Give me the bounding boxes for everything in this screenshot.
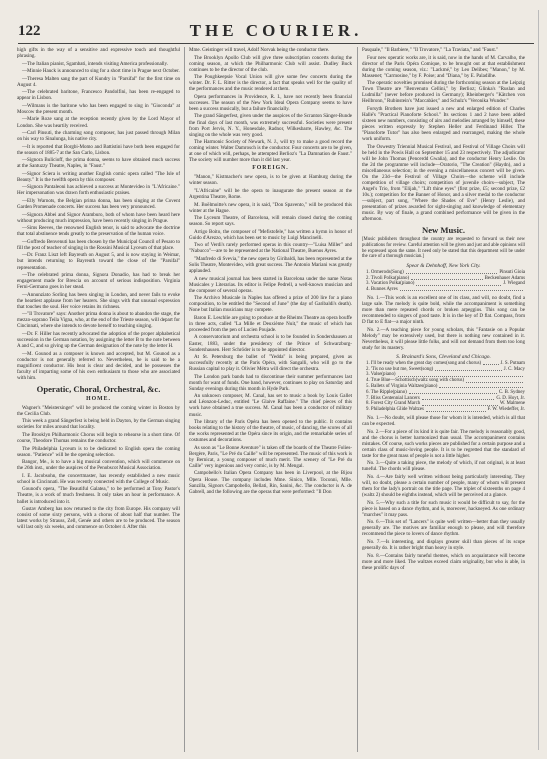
list-item: 9. Philadelphia Glide Waltzes F. W. Wiedeffer, Jr. (366, 407, 525, 413)
publisher-heading: S. Brainard's Sons, Cleveland and Chicago. (396, 353, 491, 360)
paragraph: Pasquale," "Il Barbiere," "Il Trovatore," "La Traviata," and "Faust." (362, 47, 499, 53)
music-list-2 (366, 361, 525, 413)
list-item: 4. True Blue—Schottisch (waltz song with chorus) (366, 378, 525, 384)
paragraph: No. 5.—Why such a title for such music it would be difficult to say, for the piece is based on a dance rhythm, and is, moreover, hackneyed. As one ordinary "marches" it may pass. (362, 499, 525, 518)
list-item: 7. Bliss Centennial Lancers G. D. Hoyt, Jr. (366, 395, 525, 401)
paragraph: The operatic novelties promised during the forthcoming season at the Leipzig Town Theatre are "Benvenuto Cellini," by Berlioz; Glinka's "Ruslan and Ludmilla" (never before produced in Germany); Rheinberger's "Kätchen von Heilbronn," Rubinstein's "Maccabäer," and Schulz's "Veronika Wunder." (362, 80, 525, 105)
page-number: 122 (18, 23, 41, 39)
section-heading-opera: Operatic, Choral, Orchestral, &c. (36, 383, 161, 394)
paragraph: No. 2.—A teaching piece for young scholars, this "Fantasie on a Popular Melody" may be extensively used, but there is nothing new contained in it. Nevertheless, it will please little folks, and will not demand from them too long study for its mastery. (362, 326, 525, 351)
list-item: 1. I'll be ready when the great day comes (song and chorus) J. S. Putnam (366, 360, 525, 366)
paragraph: Arrigo Boito, the composer of "Mefistofele," has written a hymn in honor of Guido d'Arezzo, which has been set to music by Luigi Mancinelli. (189, 228, 352, 241)
paragraph: The Harmonic Society of Newark, N. J., will try to make a good record the coming winter. Walter Damrosch is the conductor. Four concerts are to be given, at one of which will, perhaps, be attempted Berlioz's "La Damnation de Faust." The society will number more than it did last year. (189, 139, 352, 164)
paragraph: The Oswestry Triennial Musical Festival, and Festival of Village Choirs will be held in the Powis Hall on September 15 and 23 respectively. The adjudicator will be John Thomas (Pencerdd Gwalia), and the conductor Henry Leslie. On the 2d the programme will include—Oratorio, "The Creation" (Haydn), and a miscellaneous selection; in the evening a miscellaneous concert will be given. On the 23d—the Festival of Village Choirs—the scheme will include competition of village choirs; competition of juvenile choirs—subject, The Angel's Trio, from "Elijah," "Lift thine eyes" (first prize, £5; second prize, £2 10s.); competition for the Banner of Honor, and a silver medal to the conductor—subject, part song, "Where the Shades of Eve" (Henry Leslie), and presentation of prizes awarded for sight-singing and knowledge of elementary music. By way of finale, a grand combined performance will be given in the afternoon. (362, 143, 525, 223)
paragraph: No. 8.—Contains fairly tuneful themes, which on acquaintance will become more and more liked. The waltzes exceed claim originality, but who is able, in these prolific days of (362, 552, 525, 571)
paragraph: —Carl Pinsuti, the charming song composer, has just passed through Milan on his way to Sinalunga, his native city. (17, 130, 180, 143)
paragraph: —Minnie Hauck is announced to sing for a short time in Prague next October. (22, 68, 180, 75)
column-3 (362, 47, 525, 752)
list-item: 5. Ballets of Virginia Waltzes (piano) (366, 384, 525, 390)
paragraph: A conservatorium and orchestra school is to be founded in Sondershausen at Easter, 1883, under the presidency of the Prince of Schwarzburg-Sondershausen. Herr Schröder is to be appointed director. (189, 334, 352, 353)
paragraph: —M. Gounod as a composer is known and accepted, but M. Gounod as a conductor is not generally referred to. Nevertheless, he is said to be a magnificent conductor. His beat is clear and decided, and he possesses the faculty of imparting some of his own enthusiasm to those who are associated with him. (17, 350, 180, 381)
subheading-home: HOME. (86, 395, 111, 402)
paragraph: M. Boëlmoitte's new opera, it is said, "Don Spavento," will be produced this winter at the Hague. (189, 201, 352, 214)
paragraph: Gounod's opera, "The Beautiful Galatea," to be performed at Tony Pastor's Theatre, is a work of much freshness. It only takes an hour in performance. A ballet is introduced into it. (17, 486, 180, 505)
paragraph: —Dr. Franz Liszt left Bayreuth on August 5, and is now staying in Weimar, but intends returning to Bayreuth toward the close of the "Parsifal" representation. (17, 252, 180, 271)
list-item: 3. Valse (piano) (366, 372, 525, 378)
list-item: 4. Bunnes Ayres (366, 287, 525, 293)
paragraph: —Elly Warnots, the Belgian prima donna, has been singing at the Covent Garden Promenade concerts. Her success has been very pronounced. (17, 198, 180, 211)
paragraph: Forsyth Brothers have just issued a new and enlarged edition of Charles Hallé's "Practical Pianoforte School." Its sections 1 and 2 have been added sixteen new numbers, consisting of airs and melodies arranged by himself, these pieces written expressly by Stephen Heller and Ferdinand Hiller. The "Pianoforte Tutor" has also been enlarged and rearranged, making the whole work uniform. (362, 105, 525, 143)
paragraph: Baron E. Leschlie are going to produce at the Rheims Theatre an opera bouffe in three acts, called "La Mille et Deuxième Nuit," the music of which has proceeded from the pen of Lucien Poujade. (189, 314, 352, 333)
col1-paragraphs (17, 47, 180, 381)
subheading-foreign: FOREIGN. (252, 165, 289, 172)
paragraph: The Brooklyn Philharmonic Chorus will begin to rehearse in a short time. Of course, Theodore Thomas remains the conductor. (17, 432, 180, 445)
list-item: 2. 'Tis no use but me, Sweet (song) J. C. Macy (366, 366, 525, 372)
paragraph: —"Il Trovatore" says: Another prima donna is about to abandon the stage, the mezzo-soprano Teila Vigna, who, at the end of the Trieste season, will depart for Cincinnati, where she intends to devote herself to teaching singing. (17, 311, 180, 330)
paragraph: No. 7.—Is interesting, and displays greater skill than pieces of its scope generally do. It is rather bright than heavy in style. (362, 538, 525, 551)
page-edge-shadow (538, 10, 543, 750)
paragraph: The Archivo Musicale in Naples has offered a prize of 200 lire for a piano composition, to be entitled the "Second of June" (the day of Garibaldi's death). None but Italian musicians may compete. (189, 295, 352, 314)
paragraph: No. 4.—Are fairly well written without being particularly interesting. They will, no doubt, please a certain number of people, many of whom will present them for the lady's portrait on the title page. The triplet of sixteenths on page 4 (waltz 2) should be eighths instead, which will be perceived at a glance. (362, 473, 525, 499)
header-rule (18, 43, 534, 44)
paragraph: The Poughkeepsie Vocal Union will give some few concerts during the winter. Dr. F. L. Ritter is the director, a fact that speaks well for the quality of the performances and the music rendered at them. (189, 74, 352, 93)
paragraph: Mme. Geistinger will travel, Adolf Norvak being the conductor there. (189, 47, 330, 53)
paragraph: Wagner's "Meistersinger" will be produced the coming winter in Boston by the Cecilia Club. (17, 404, 180, 417)
list-item: 2. Tivoli Polka (piano) Beckenhauer Adams (366, 275, 525, 281)
list-item: 6. The Ripple (piano) C. B. Sydney (366, 389, 525, 395)
editorial-note: [Music publishers throughout the country are requested to forward us their new publications for review. Careful attention will be given and just and able opinions will be expressed upon the same. It need only be stated that this department will be under the care of a thorough musician.] (362, 237, 525, 260)
paragraph: This week a grand Sängerfest is being held in Dayton, by the German singing societies for miles around that locality. (17, 418, 180, 431)
column-divider (184, 47, 185, 752)
paragraph: Campobello's Italian Opera Company has been in Liverpool, at the Bijou Opera House. The company includes Mme. Sinico, Mlle. Toconni, Mlle. Sanzilla, Signors Campobello, Bellati, Rin, Sanini, &c. The conductor is A. de Gabrell, and the following are the operas that were performed: "Il Don (189, 470, 352, 495)
paragraph: As soon as "Le Bonne Aventure" is taken off the boards of the Theatre Folies-Bergère, Paris, "Le Pré du Caille" will be represented. The music of this work is by Bernicat, a young composer of much merit. The scenery of "Le Pré du Caille" very ingenious and very comic, is by M. Mengal. (189, 444, 352, 469)
paragraph: At St. Petersburg the ballet of "Yedda" is being prepared, given as successfully recently at the Paris Opéra, with Sangalli, who will go to the Russian capital to play it. Olivier Métra will direct the orchestra. (189, 354, 352, 373)
column-2 (189, 47, 352, 752)
paragraph: No. 6.—This set of "Lancers" is quite well written—better than they usually generally are. The motives are familiar enough to please, and will therefore recommend the piece to lovers of dance rhythm. (362, 519, 525, 538)
paragraph: —The Italian pianist, Sgambati, intends visiting America professionally. (22, 60, 169, 67)
paragraph: "Manfredo di Svevia," the new opera by Giribaldi, has been represented at the Solis Theatre, Montevideo, with great success. The Antonio Mariani was greatly applauded. (189, 255, 352, 274)
page-header (18, 23, 534, 43)
paragraph: Opera performances in Providence, R. I., have not recently been financial successes. The season of the New York Ideal Opera Company seems to have been a success musically, but a failure financially. (189, 93, 352, 112)
paragraph: —Marie Roze sang at the reception recently given by the Lord Mayor of London. She was heartily received. (17, 116, 180, 129)
masthead-title: THE COURIER. (189, 21, 363, 40)
paragraph: The Lyceum Theatre, of Barcelona, will remain closed during the coming season. So report says. (189, 215, 352, 228)
paragraph: —The celebrated baritone, Francesco Pandolfini, has been re-engaged to appear in Lisbon. (17, 89, 180, 102)
paragraph: No. 1.—No doubt, will please those for whom it is intended, which is all that can be expected. (362, 415, 525, 428)
paragraph: —Signora Pantaleoni has achieved a success at Montevideo in "L'Africaine." Her impersonation was drawn forth enthusiastic praises. (17, 184, 180, 197)
paragraph: "Manon," Kistmacher's new opera, is to be given at Hamburg during the winter season. (189, 174, 352, 187)
column-divider (357, 47, 358, 752)
paragraph: No. 1.—This work is an excellent one of its class, and will, no doubt, find a large sale. The melody is quite bold, while the accompaniment is something more than mere repeated chords or broken arpeggios. This song can be recommended to singers of good taste. It is in the key of D flat. Compass, from D flat to E flat—a major ninth. (362, 294, 525, 326)
paragraph: —Goffredo Benvenuti has been chosen by the Municipal Council of Pesaro to fill the post of teacher of singing in the Rossini Musical Lyceum of that place. (17, 238, 180, 251)
paragraph: The Philadelphia Lyceum is to be dedicated to English opera the coming season. "Patience" will be the opening selection. (17, 445, 180, 458)
paragraph: Four new operatic works are, it is said, now in the hands of M. Carvalho, the director of the Paris Opéra Comique, to be brought out at that establishment during the coming season, viz.: "Lackmé," by Leo Delibes; "Manon," by M. Massenet; "Carmosine," by F. Poise; and "Diana," by E. Paladilhe. (362, 54, 525, 79)
paragraph: —Signora Bulicioff, the prima donna, seems to have obtained much success at the Santuzzy Theatre, Naples, in "Faust." (17, 157, 180, 170)
list-item: 8. Forest City Grand March W. Malmene (366, 401, 525, 407)
paragraph: —Theresa Malten sang the part of Kundry in "Parsifal" for the first time on August 4. (17, 75, 180, 88)
paragraph: —Signor Sciera is writing another English comic opera called "The Isle of Beauty." It is the twelfth opera by this composer. (17, 170, 180, 183)
paragraph: Gustav Amberg has now returned to the city from Europe. His company will consist of some sixty persons, with a chorus of about half that number. The latest works by Strauss, Zell, Genée and others are to be produced. The season will last only six weeks, and commence on October 4. After this (17, 506, 180, 531)
paragraph: —Signora Abbei and Signor Aramburo, both of whom have been heard here without producing much impression, have been recently singing in Prague. (17, 211, 180, 224)
paragraph: "L'Africaine" will be the opera to inaugurate the present season at the Argentina Theatre, Rome. (189, 187, 352, 200)
column-1 (17, 47, 180, 752)
paragraph: The grand Sängerfest, given under the auspices of the Scranton Sänger-Bunde the final days of last month, was extremely successful. Societies were present from Port Jervis, N. Y., Honesdale, Radnor, Wilkesbarre, Hawley, &c. The singing on the whole was very good. (189, 113, 352, 138)
paragraph: —It is reported that Borgbi-Momo and Battistini have both been engaged for the season of 1885-7 at the San Carlo, Lisbon. (17, 143, 180, 156)
paragraph: No. 2.—For a piece of its kind it is quite fair. The melody is reasonably good, and the chorus is better harmonized than usual. The accompaniment contains mistakes. Of course, such works pieces are published for a certain purpose and a certain class of music-loving people. It is to be regretted that the standard of taste for the great mass of people is not a little higher. (362, 428, 525, 459)
paragraph: I. E. Jacobsohn, the concertmaster, has recently established a new music school in Cincinnati. He was recently connected with the College of Music. (17, 472, 180, 485)
paragraph: A new musical journal has been started in Barcelona under the name Notas Musicales y Literarias. Its editor is Felipe Pedrell, a well-known musician and the composer of several operas. (189, 275, 352, 294)
paragraph: —Sims Reeves, the renowned English tenor, is said to advocate the doctrine that total abstinence tends greatly to the preservation of the human voice. (17, 225, 180, 238)
paragraph: The Brooklyn Apollo Club will give three subscription concerts during the coming season, at which the Philharmonic Club will assist. Dudley Buck continues to be the director of the club. (189, 54, 352, 73)
paragraph: The library of the Paris Opéra has been opened to the public. It contains books relating to the history of the theatre, of music, of dancing, the scores of all the works represented at the Opéra since its origin, and the remarkable series of costumes and decorations. (189, 419, 352, 444)
paragraph: Two of Verdi's rarely performed operas in this country—"Luisa Miller" and "Nabucco"—are to be represented at the National Theatre, Buenos Ayres. (189, 242, 352, 255)
paragraph: No. 3.—Quite a taking piece, the melody of which, if not original, is at least tuneful. The chords will please. (362, 460, 525, 473)
publisher-heading: Spear & Dehnhoff, New York City. (406, 262, 481, 269)
paragraph: —Wilmans is the baritone who has been engaged to sing in "Gioconda" at Moscow the present month. (17, 102, 180, 115)
paragraph: Bangor, Me., is to have a big musical convention, which will commence on the 26th inst., under the auspices of the Penobscot Musical Association. (17, 459, 180, 472)
paragraph: The London park bands had to discontinue their summer performances last month for want of funds. One band, however, continues to play on Saturday and Sunday evenings during this month in Hyde Park. (189, 373, 352, 392)
paragraph: high gifts in the way of a sensitive and expressive touch and thoughtful phrasing. (17, 47, 180, 60)
paragraph: An unknown composer, M. Canal, has set to music a book by Louis Gallet and Léonzon-Leduc, entitled "Le Glaive Raffaine." The chief pieces of this work have obtained a true success. M. Canal has been a conductor of military music. (189, 393, 352, 418)
list-item: 3. Vacation Polka (piano) J. Wiegand (366, 281, 525, 287)
music-list-1 (366, 270, 525, 293)
paragraph: —Dr. F. Hiller has recently advocated the adoption of the proper alphabetical succession in the German notation, by assigning the letter B to the note between A and C, and so giving up the German designation of the note by the letter H. (17, 330, 180, 350)
list-item: 1. Ormerods (Song) Pinsuti Gioia (366, 269, 525, 275)
section-heading-new-music: New Music. (422, 225, 465, 236)
paragraph: —The celebrated prima donna, Signora Donadio, has had to break her engagement made for Brescia on account of serious indisposition. Virginia Ferni-Germano goes in her stead. (17, 272, 180, 291)
paragraph: —Annunziato Sorling has been singing in London, and never fails to evoke the heartiest applause from her hearers. She sings with that unusual expression that touches the soul. Her voice retains its richness. (17, 291, 180, 310)
